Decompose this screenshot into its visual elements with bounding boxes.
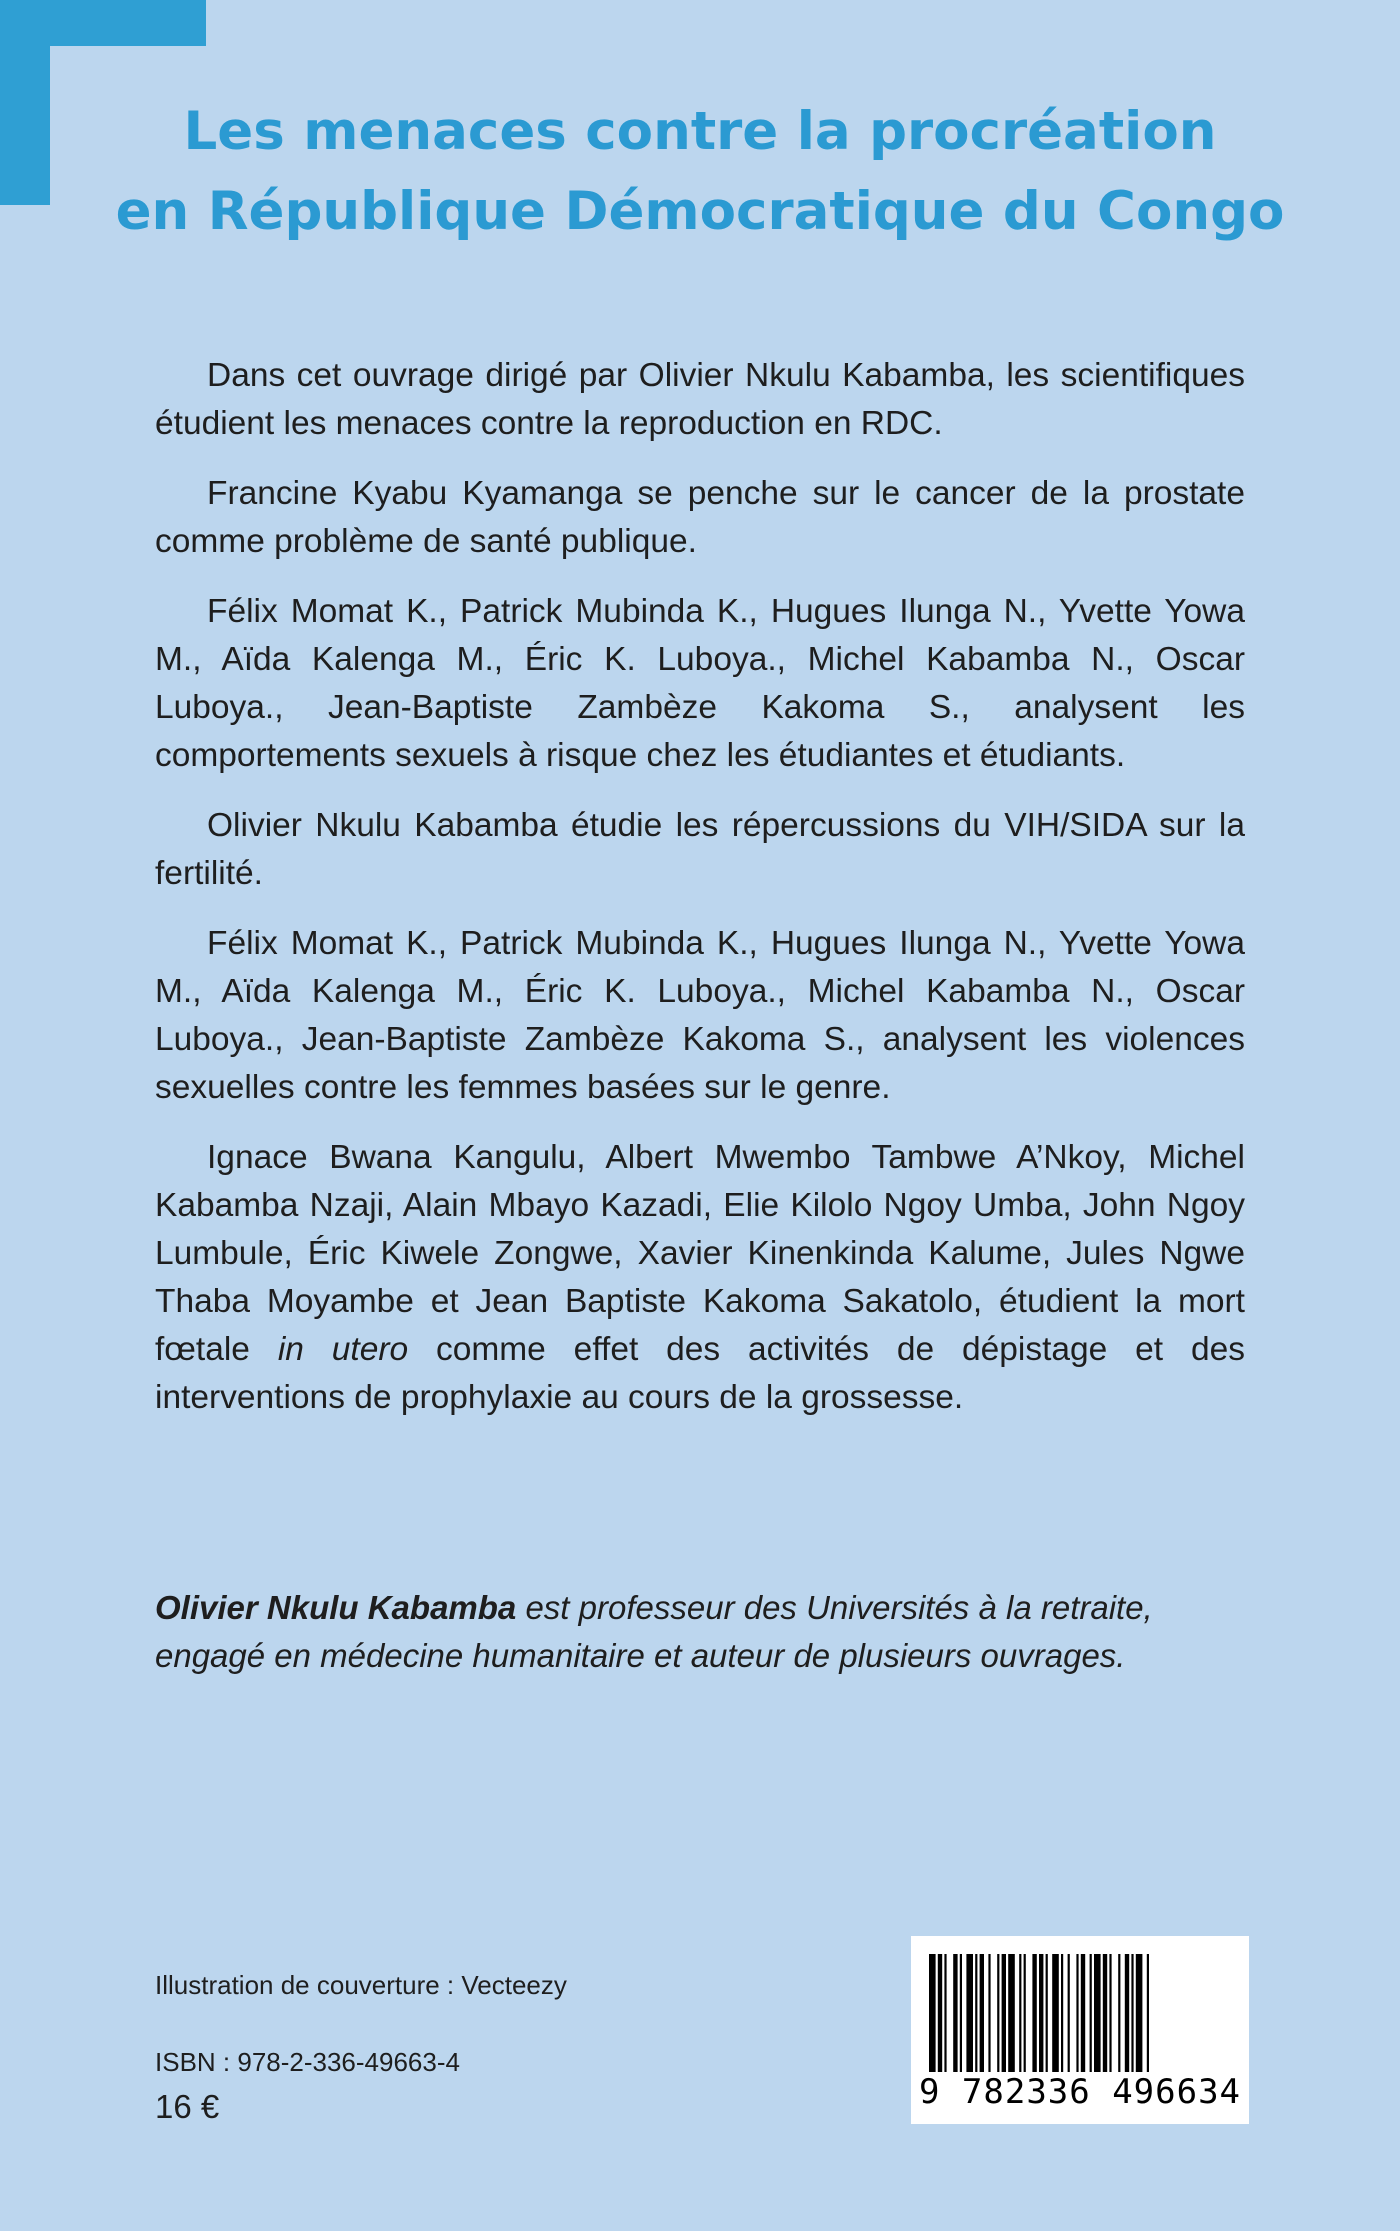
barcode [911,1936,1249,2124]
barcode-bar [1008,1954,1015,2072]
book-title-line-1: Les menaces contre la procréation [183,101,1217,162]
author-bio-text: est professeur des Universités à la retraite, engagé en médecine humanitaire et auteur de plusieurs ouvrages. [155,1589,1153,1674]
barcode-bar [1125,1954,1129,2072]
summary-text-run: Ignace Bwana Kangulu, Albert Mwembo Tambwe A’Nkoy, Michel Kabamba Nzaji, Alain Mbayo Kazadi, Elie Kilolo Ngoy Umba, John Ngoy Lumbule, Éric Kiwele Zongwe, Xavier Kinenkinda Kalume, Jules Ngwe Thaba Moyambe et Jean Baptiste Kakoma Sakatolo, étudient la mort fœtale [155,1139,1245,1368]
barcode-bar [1039,1954,1043,2072]
barcode-bar [1081,1954,1085,2072]
barcode-bar [980,1954,984,2072]
illustration-credit: Illustration de couverture : Vecteezy [155,1970,567,2000]
barcode-bar [1147,1954,1149,2072]
barcode-bar [938,1954,942,2072]
author-bio [155,1584,1255,1680]
barcode-bar [1076,1954,1078,2072]
barcode-bar [929,1954,936,2072]
barcode-number: 9 782336 496634 [918,2072,1242,2112]
barcode-bar [1136,1954,1143,2072]
barcode-bar [1024,1954,1026,2072]
barcode-bar [1052,1954,1059,2072]
summary-text [155,352,1245,1444]
barcode-bar [1061,1954,1063,2072]
barcode-bar [1131,1954,1133,2072]
summary-paragraph: Dans cet ouvrage dirigé par Olivier Nkulu Kabamba, les scientifiques étudient les menaces contre la reproduction en RDC. [155,357,1245,442]
barcode-bar [944,1954,946,2072]
barcode-bar [1046,1954,1048,2072]
barcode-bar [975,1954,977,2072]
summary-paragraph-last [155,1134,1245,1422]
barcode-bar [1109,1954,1111,2072]
summary-paragraph: Francine Kyabu Kyamanga se penche sur le cancer de la prostate comme problème de santé publique. [155,475,1245,560]
barcode-bar [1094,1954,1101,2072]
summary-paragraph: Olivier Nkulu Kabamba étudie les répercussions du VIH/SIDA sur la fertilité. [155,807,1245,892]
summary-italic-run: in utero [277,1331,409,1368]
book-title [0,92,1400,252]
summary-paragraph: Félix Momat K., Patrick Mubinda K., Hugues Ilunga N., Yvette Yowa M., Aïda Kalenga M., Éric K. Luboya., Michel Kabamba N., Oscar Luboya., Jean-Baptiste Zambèze Kakoma S., analysent les violences sexuelles contre les femmes basées sur le genre. [155,925,1245,1106]
isbn: ISBN : 978-2-336-49663-4 [155,2047,460,2077]
barcode-bar [1090,1954,1092,2072]
barcode-bar [988,1954,990,2072]
barcode-bar [966,1954,973,2072]
barcode-bar [1103,1954,1107,2072]
barcode-bar [1068,1954,1070,2072]
barcode-bar [1118,1954,1120,2072]
price: 16 € [155,2088,220,2125]
summary-text-run: comme effet des activités de dépistage et des interventions de prophylaxie au cours de la grossesse. [155,1331,1245,1416]
book-title-line-2: en République Démocratique du Congo [115,181,1285,242]
author-name: Olivier Nkulu Kabamba [155,1589,517,1626]
barcode-bar [1032,1954,1036,2072]
summary-paragraph: Félix Momat K., Patrick Mubinda K., Hugues Ilunga N., Yvette Yowa M., Aïda Kalenga M., Éric K. Luboya., Michel Kabamba N., Oscar Luboya., Jean-Baptiste Zambèze Kakoma S., analysent les comportements sexuels à risque chez les étudiantes et étudiants. [155,593,1245,774]
barcode-bar [960,1954,962,2072]
barcode-bar [1002,1954,1006,2072]
barcode-bar [1019,1954,1021,2072]
barcode-bar [997,1954,999,2072]
barcode-bar [953,1954,957,2072]
barcode-bars [925,1954,1235,2072]
